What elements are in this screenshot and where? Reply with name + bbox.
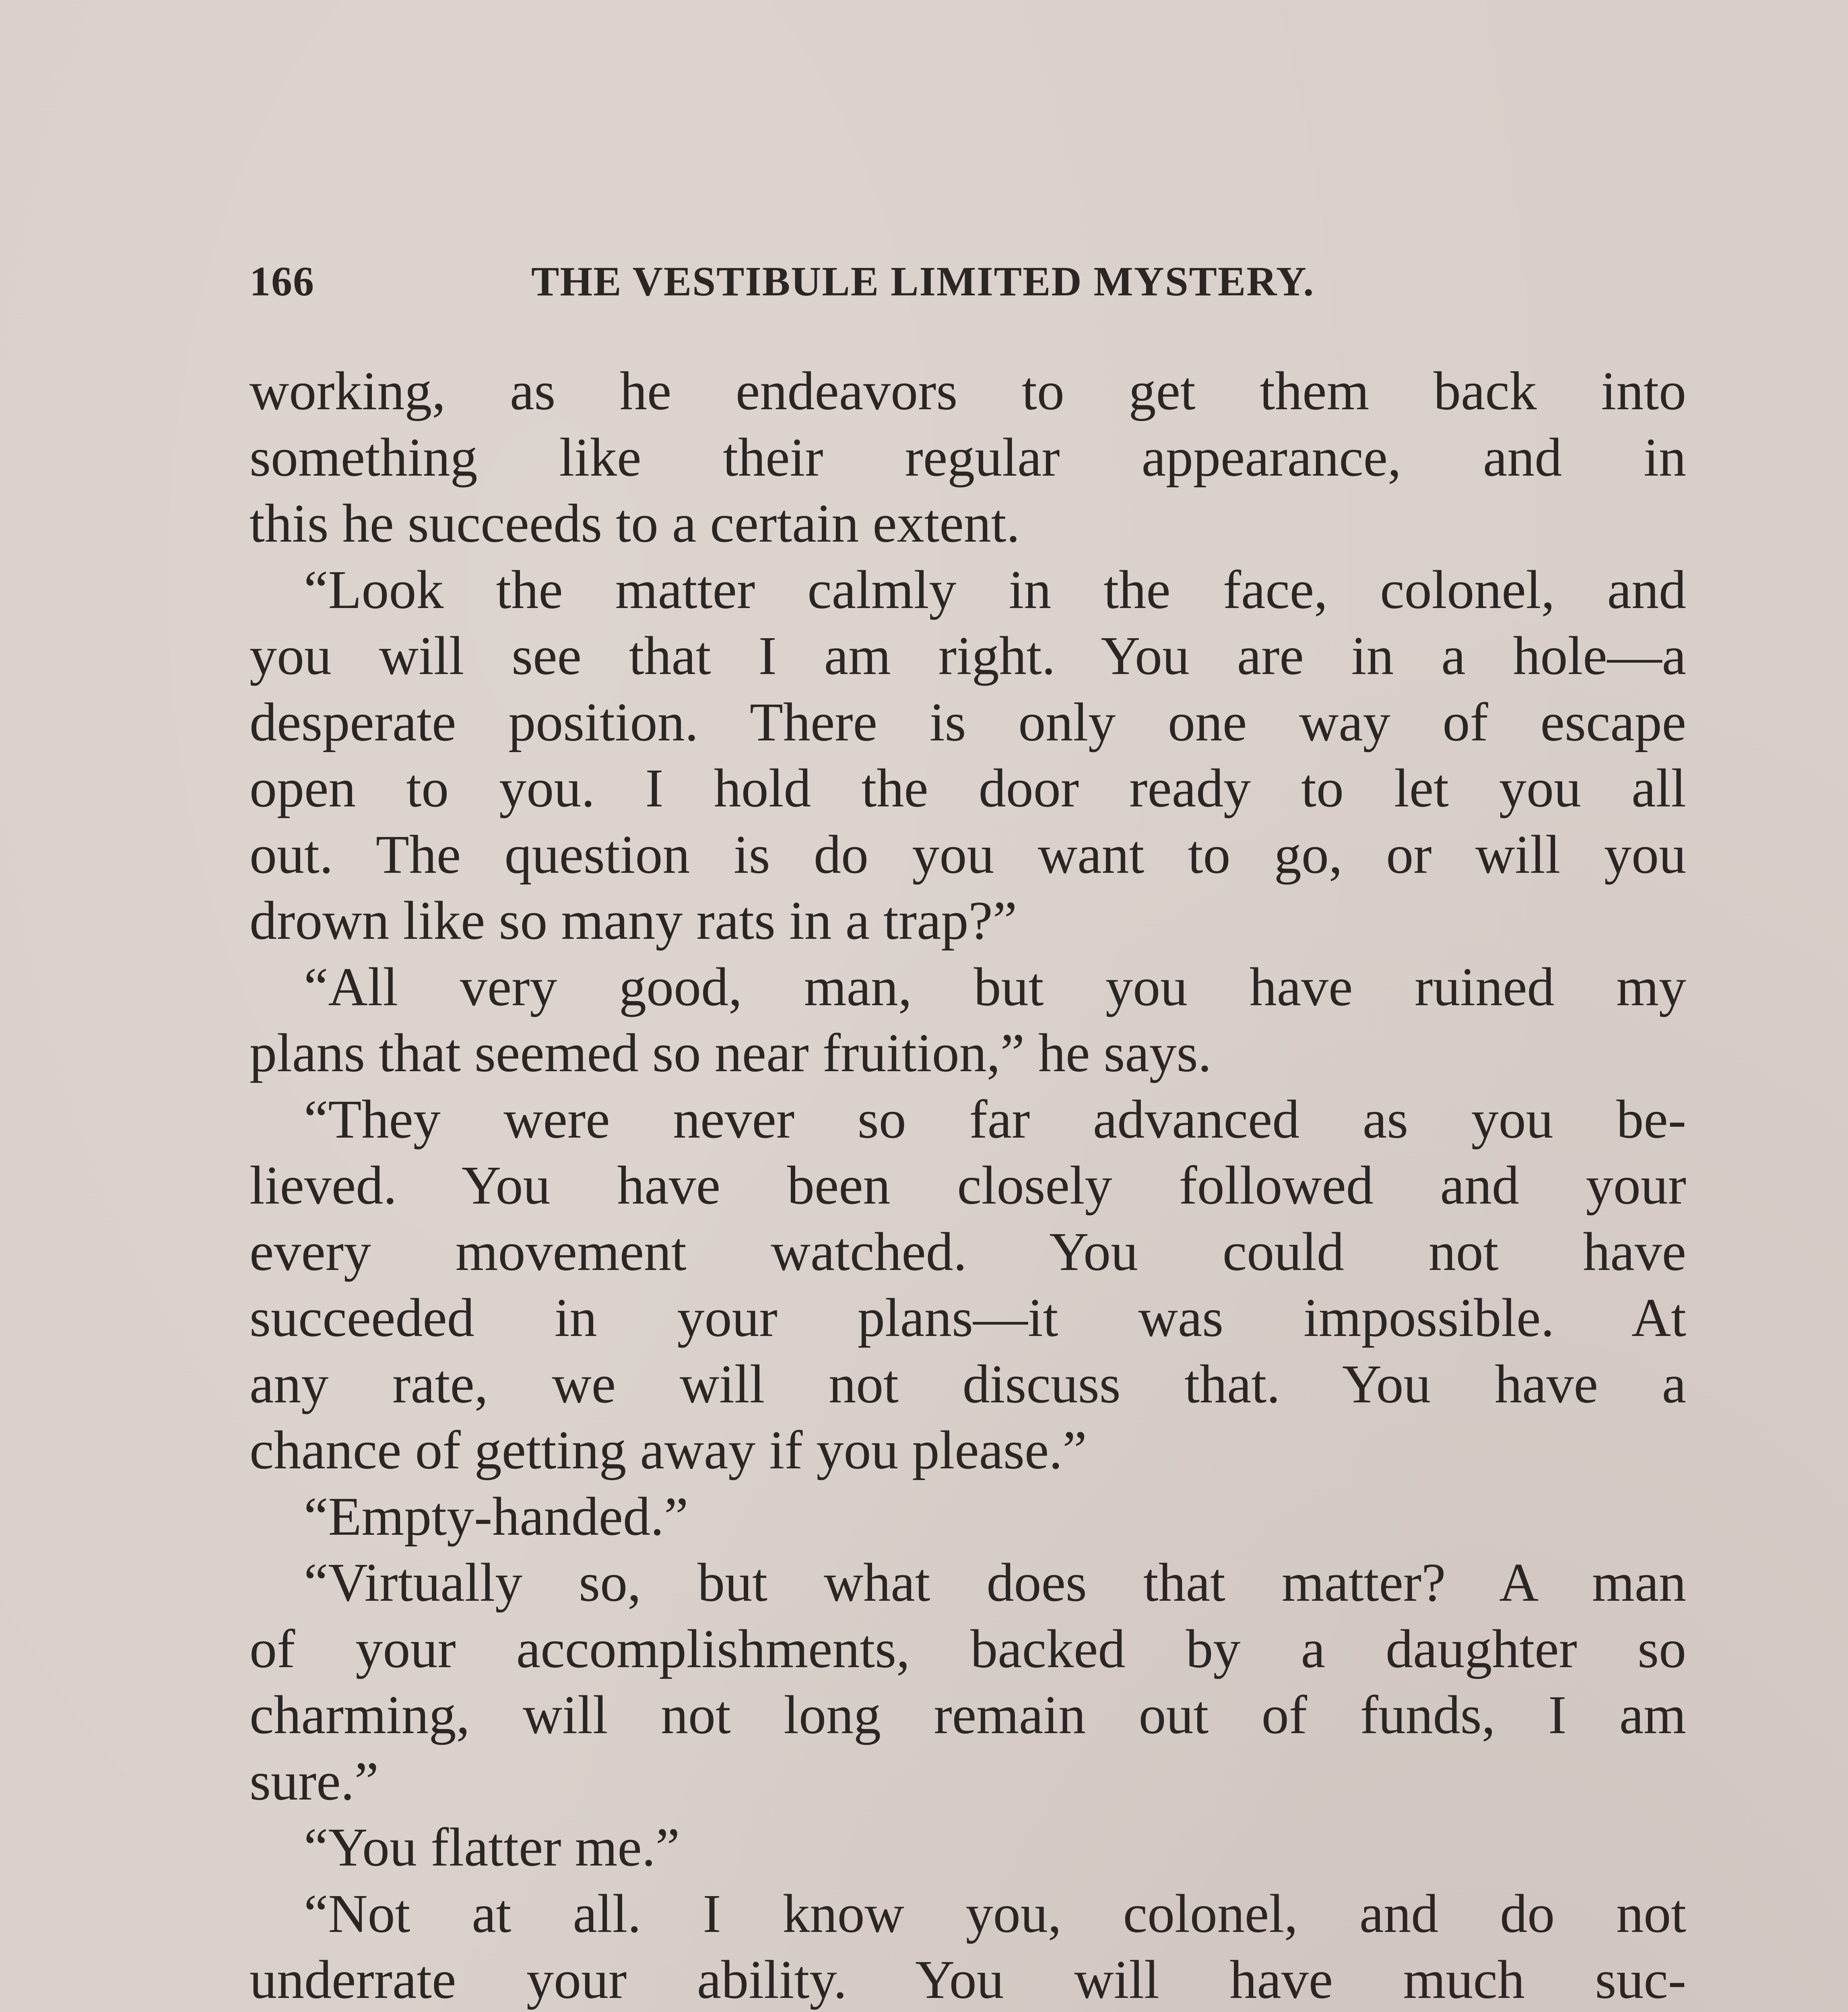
text-line: of your accomplishments, backed by a daughter so [250,1618,1686,1679]
text-line: this he succeeds to a certain extent. [250,493,1020,554]
text-line: drown like so many rats in a trap?” [250,891,1017,951]
text-line: lieved. You have been closely followed and your [250,1155,1686,1216]
text-line: “Virtually so, but what does that matter? A man [304,1552,1686,1613]
text-line: every movement watched. You could not have [250,1221,1686,1282]
text-line: open to you. I hold the door ready to let you all [250,758,1686,818]
page-number: 166 [250,258,315,305]
text-line: “You flatter me.” [304,1817,680,1878]
text-line: underrate your ability. You will have much suc- [250,1950,1686,2010]
text-line: “Not at all. I know you, colonel, and do not [304,1883,1686,1944]
running-head [250,258,1417,306]
text-line: out. The question is do you want to go, or will you [250,824,1686,885]
text-line: “All very good, man, but you have ruined my [304,957,1686,1017]
text-line: chance of getting away if you please.” [250,1420,1087,1480]
text-line: working, as he endeavors to get them back into [250,361,1686,421]
text-line: “They were never so far advanced as you be- [304,1089,1686,1150]
running-title: THE VESTIBULE LIMITED MYSTERY. [531,258,1315,305]
body-text [250,358,1686,2012]
text-line: something like their regular appearance, and in [250,427,1686,488]
text-line: “Empty-handed.” [304,1486,689,1547]
text-line: you will see that I am right. You are in a hole—a [250,626,1686,686]
text-line: “Look the matter calmly in the face, colonel, and [304,559,1686,620]
text-line: succeeded in your plans—it was impossible. At [250,1288,1686,1348]
text-line: sure.” [250,1751,379,1812]
text-line: desperate position. There is only one way of escape [250,692,1686,752]
text-line: any rate, we will not discuss that. You have a [250,1354,1686,1414]
text-line: charming, will not long remain out of funds, I am [250,1685,1686,1745]
text-line: plans that seemed so near fruition,” he says. [250,1023,1212,1083]
